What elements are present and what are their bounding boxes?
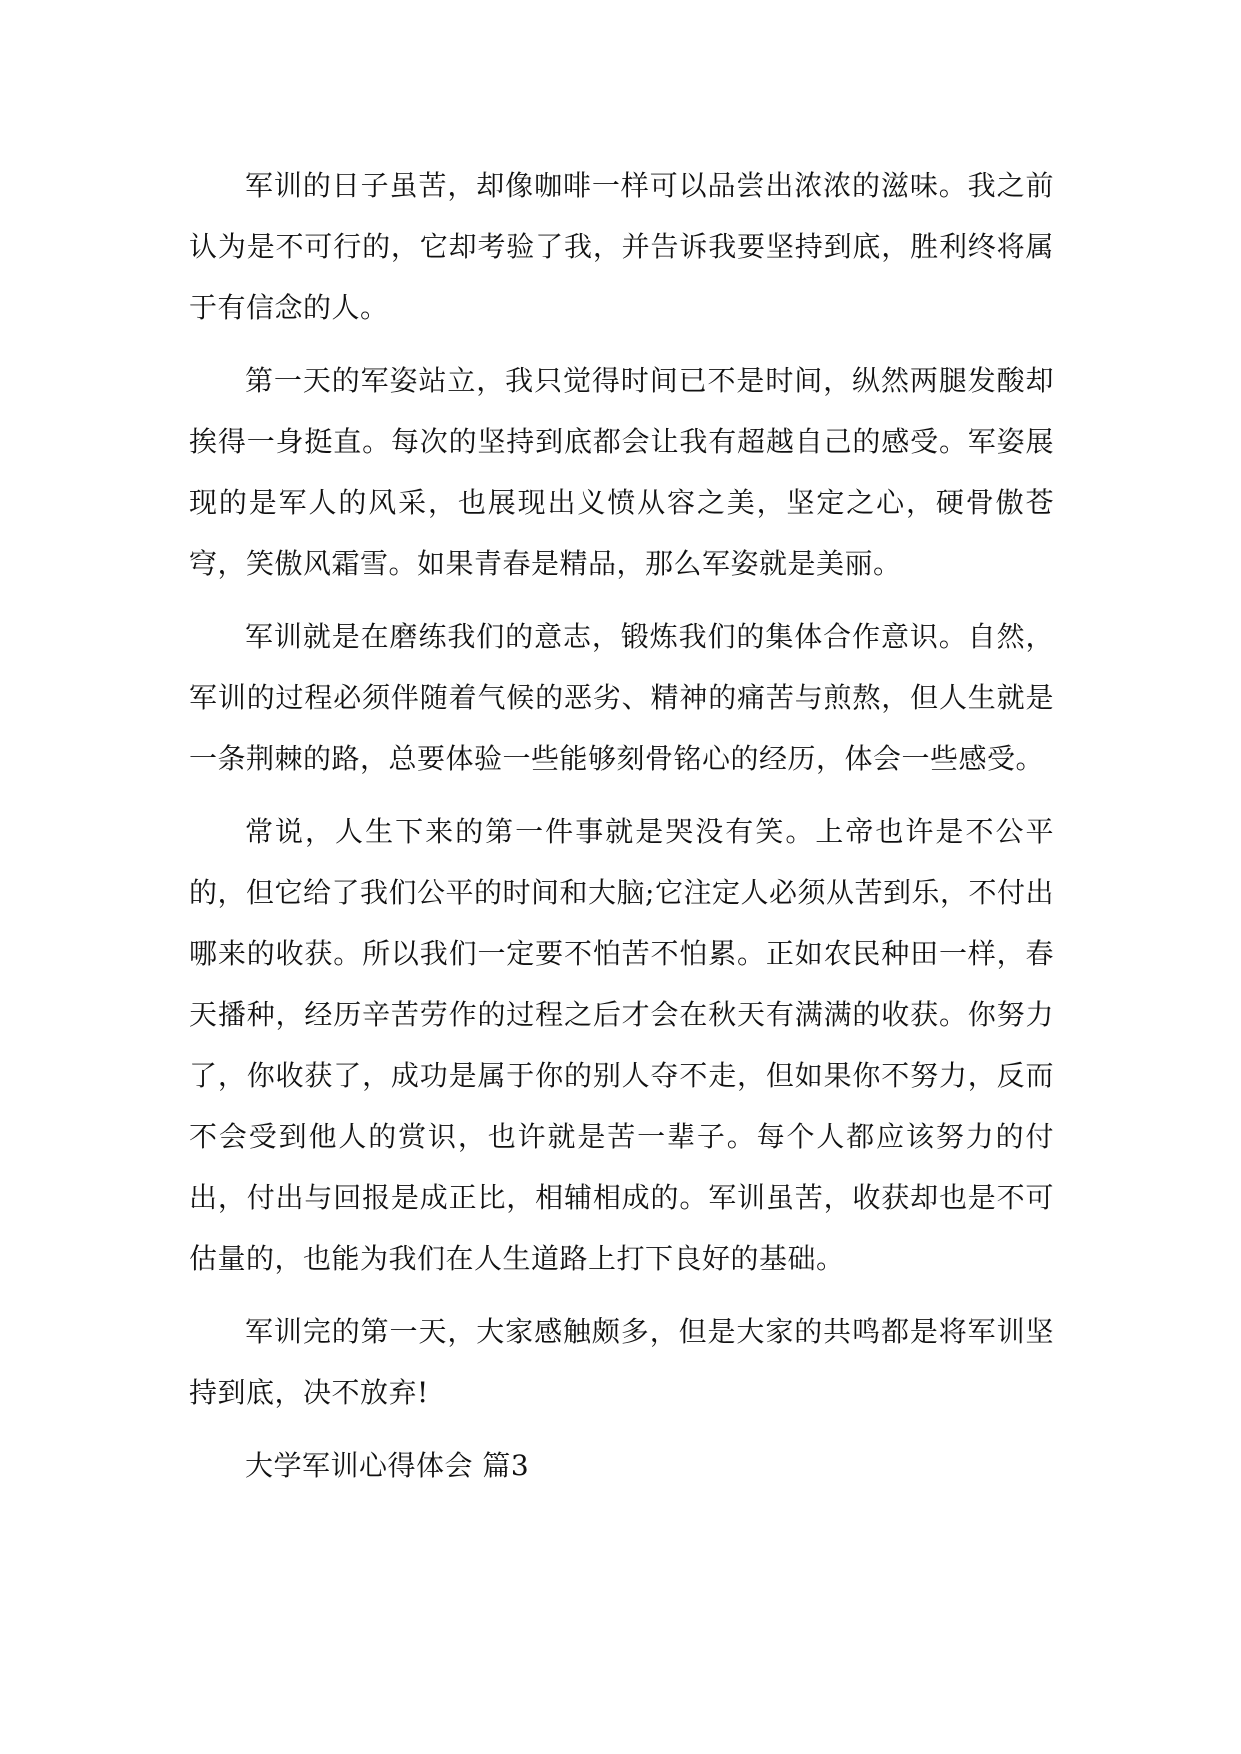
paragraph-2: 第一天的军姿站立，我只觉得时间已不是时间，纵然两腿发酸却挨得一身挺直。每次的坚持到底都会让我有超越自己的感受。军姿展现的是军人的风采，也展现出义愤从容之美，坚定之心，硬骨傲苍穹，笑傲风霜雪。如果青春是精品，那么军姿就是美丽。	[189, 364, 1054, 580]
paragraph-1: 军训的日子虽苦，却像咖啡一样可以品尝出浓浓的滋味。我之前认为是不可行的，它却考验了我，并告诉我要坚持到底，胜利终将属于有信念的人。	[189, 169, 1054, 324]
paragraph-4: 常说，人生下来的第一件事就是哭没有笑。上帝也许是不公平的，但它给了我们公平的时间和大脑;它注定人必须从苦到乐，不付出哪来的收获。所以我们一定要不怕苦不怕累。正如农民种田一样，春天播种，经历辛苦劳作的过程之后才会在秋天有满满的收获。你努力了，你收获了，成功是属于你的别人夺不走，但如果你不努力，反而不会受到他人的赏识，也许就是苦一辈子。每个人都应该努力的付出，付出与回报是成正比，相辅相成的。军训虽苦，收获却也是不可估量的，也能为我们在人生道路上打下良好的基础。	[189, 815, 1054, 1275]
paragraph-3: 军训就是在磨练我们的意志，锻炼我们的集体合作意识。自然，军训的过程必须伴随着气候的恶劣、精神的痛苦与煎熬，但人生就是一条荆棘的路，总要体验一些能够刻骨铭心的经历，体会一些感受。	[189, 620, 1054, 775]
paragraph-5: 军训完的第一天，大家感触颇多，但是大家的共鸣都是将军训坚持到底，决不放弃!	[189, 1315, 1054, 1409]
section-heading: 大学军训心得体会 篇3	[245, 1449, 530, 1482]
document-body	[189, 155, 1054, 1496]
